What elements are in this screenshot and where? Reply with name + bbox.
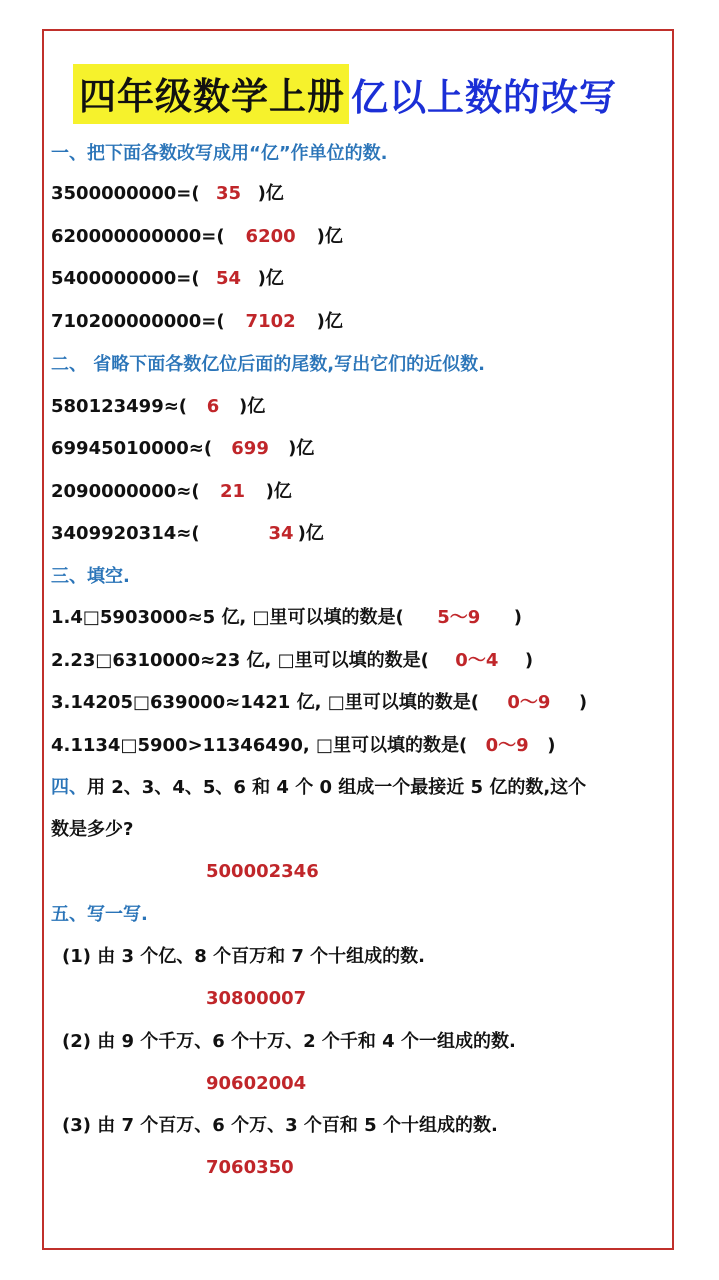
- question: 69945010000≈(: [51, 438, 213, 459]
- s1-item-1: [51, 182, 284, 206]
- answer: 699: [231, 438, 269, 459]
- s2-item-2: [51, 437, 314, 461]
- s5-item-1-question: (1) 由 3 个亿、8 个百万和 7 个十组成的数.: [62, 946, 425, 967]
- s2-item-3: [51, 480, 292, 504]
- section4-text: 用 2、3、4、5、6 和 4 个 0 组成一个最接近 5 亿的数,这个: [87, 777, 587, 798]
- title-rest: 亿以上数的改写: [351, 75, 617, 119]
- page-border: [42, 29, 674, 1250]
- unit: ): [513, 607, 523, 628]
- section4-label: 四、: [51, 777, 87, 798]
- question: 4.1134□5900>11346490, □里可以填的数是(: [51, 735, 468, 756]
- section1-heading: 一、把下面各数改写成用“亿”作单位的数.: [51, 143, 388, 164]
- question: 710200000000=(: [51, 311, 225, 332]
- question: 2.23□6310000≈23 亿, □里可以填的数是(: [51, 650, 429, 671]
- unit: )亿: [265, 481, 292, 502]
- answer: 6: [206, 396, 220, 417]
- title-highlight: 四年级数学上册: [73, 64, 349, 124]
- s5-item-3-answer: 7060350: [206, 1157, 294, 1178]
- question: 3500000000=(: [51, 183, 200, 204]
- s3-item-2: [51, 649, 533, 673]
- answer: 54: [216, 268, 242, 289]
- s2-item-4: [51, 522, 324, 546]
- question: 3409920314≈(: [51, 523, 200, 544]
- s3-item-3: [51, 691, 587, 715]
- s2-item-1: [51, 395, 265, 419]
- question: 2090000000≈(: [51, 481, 200, 502]
- s5-item-2-answer: 90602004: [206, 1073, 307, 1094]
- s1-item-3: [51, 267, 284, 291]
- unit: )亿: [239, 396, 266, 417]
- s3-item-1: [51, 606, 522, 630]
- unit: ): [547, 735, 556, 756]
- s1-item-2: [51, 225, 343, 249]
- section3-heading: 三、填空.: [51, 566, 130, 587]
- section4-question: [51, 776, 586, 800]
- unit: ): [578, 692, 588, 713]
- question: 580123499≈(: [51, 396, 188, 417]
- section4-answer: 500002346: [206, 861, 319, 882]
- s1-item-4: [51, 310, 343, 334]
- page-title: [73, 66, 617, 122]
- answer: 5〜9: [437, 607, 481, 628]
- answer: 35: [216, 183, 242, 204]
- unit: )亿: [257, 183, 284, 204]
- section4-question-cont: 数是多少?: [51, 819, 134, 840]
- answer: 6200: [245, 226, 296, 247]
- answer: 0〜9: [485, 735, 529, 756]
- s5-item-1-answer: 30800007: [206, 988, 307, 1009]
- question: 620000000000=(: [51, 226, 225, 247]
- answer: 0〜4: [455, 650, 499, 671]
- section2-heading: 二、 省略下面各数亿位后面的尾数,写出它们的近似数.: [51, 354, 485, 375]
- answer: 0〜9: [507, 692, 551, 713]
- unit: )亿: [316, 311, 343, 332]
- unit: ): [524, 650, 534, 671]
- question: 5400000000=(: [51, 268, 200, 289]
- unit: )亿: [288, 438, 315, 459]
- unit: )亿: [316, 226, 343, 247]
- question: 1.4□5903000≈5 亿, □里可以填的数是(: [51, 607, 404, 628]
- s5-item-2-question: (2) 由 9 个千万、6 个十万、2 个千和 4 个一组成的数.: [62, 1031, 516, 1052]
- s5-item-3-question: (3) 由 7 个百万、6 个万、3 个百和 5 个十组成的数.: [62, 1115, 498, 1136]
- unit: )亿: [257, 268, 284, 289]
- question: 3.14205□639000≈1421 亿, □里可以填的数是(: [51, 692, 479, 713]
- answer: 21: [220, 481, 246, 502]
- s3-item-4: [51, 734, 555, 758]
- unit: )亿: [297, 523, 324, 544]
- answer: 7102: [245, 311, 296, 332]
- answer: 34: [268, 523, 294, 544]
- section5-heading: 五、写一写.: [51, 904, 148, 925]
